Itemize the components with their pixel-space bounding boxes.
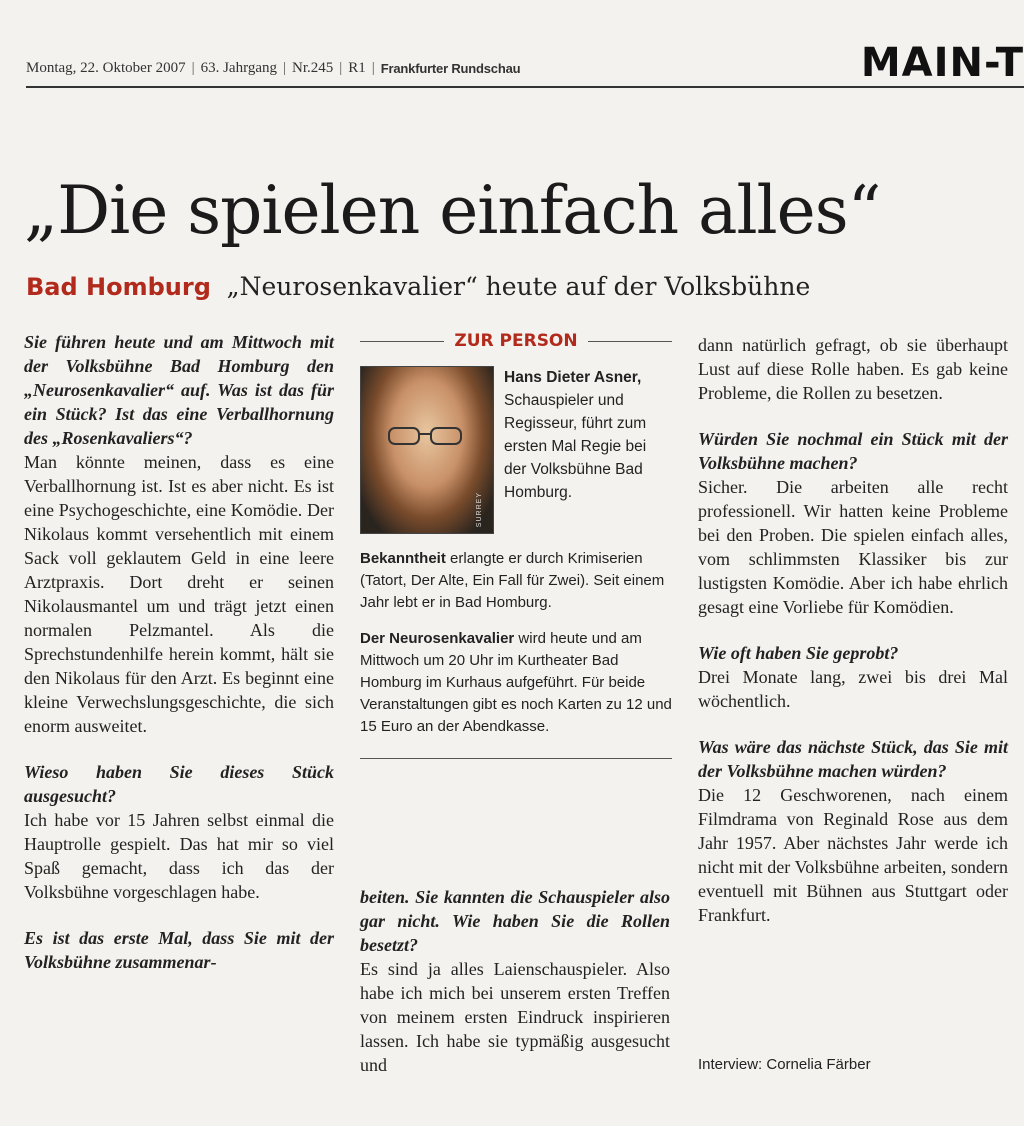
- separator: |: [339, 60, 343, 76]
- divider: [588, 341, 672, 342]
- subheadline: [26, 270, 810, 302]
- answer: Drei Monate lang, zwei bis drei Mal wöchentlich.: [698, 667, 1008, 711]
- byline: Interview: Cornelia Färber: [698, 1056, 871, 1073]
- question: Würden Sie nochmal ein Stück mit der Volksbühne machen?: [698, 429, 1008, 473]
- glasses-icon: [387, 425, 463, 447]
- separator: |: [282, 60, 286, 76]
- issue-number: Nr.245: [292, 60, 334, 76]
- column-1: [24, 330, 334, 974]
- question: Wieso haben Sie dieses Stück ausgesucht?: [24, 762, 334, 806]
- masthead: [26, 60, 520, 77]
- question: beiten. Sie kannten die Schauspieler also gar nicht. Wie haben Sie die Rollen besetzt?: [360, 887, 670, 955]
- issue-date: Montag, 22. Oktober 2007: [26, 60, 186, 76]
- info-heading-label: ZUR PERSON: [454, 331, 578, 351]
- question: Wie oft haben Sie geprobt?: [698, 643, 899, 663]
- divider: [360, 341, 444, 342]
- show-text: wird heute und am Mittwoch um 20 Uhr im Kurtheater Bad Homburg im Kurhaus aufgeführt. Für beide Veranstaltungen gibt es noch Karten zu 12 und 15 Euro an der Abendkasse.: [360, 630, 672, 735]
- issue-edition: R1: [348, 60, 366, 76]
- info-box: [360, 330, 672, 759]
- question: Es ist das erste Mal, dass Sie mit der Volksbühne zusammenar-: [24, 928, 334, 972]
- newspaper-name: Frankfurter Rundschau: [380, 61, 521, 76]
- info-body: [360, 366, 672, 534]
- answer: Ich habe vor 15 Jahren selbst einmal die Hauptrolle gespielt. Das hat mir so viel Spaß gemacht, dass ich das der Volksbühne vorgeschlagen habe.: [24, 810, 334, 902]
- show-lead: Der Neurosenkavalier: [360, 630, 515, 647]
- separator: |: [371, 60, 375, 76]
- answer: dann natürlich gefragt, ob sie überhaupt Lust auf diese Rolle haben. Es gab keine Probleme, die Rollen zu besetzen.: [698, 335, 1008, 403]
- question: Was wäre das nächste Stück, das Sie mit der Volksbühne machen würden?: [698, 737, 1008, 781]
- section-title: MAIN-T: [860, 40, 1024, 86]
- bio: [504, 366, 672, 534]
- question: Sie führen heute und am Mittwoch mit der Volksbühne Bad Homburg den „Neurosenkavalier“ auf. Was ist das für ein Stück? Ist das eine Verballhornung des „Rosenkavaliers“?: [24, 332, 334, 448]
- bio-text: Schauspieler und Regisseur, führt zum ersten Mal Regie bei der Volksbühne Bad Homburg.: [504, 392, 647, 501]
- person-name: Hans Dieter Asner,: [504, 369, 642, 386]
- separator: |: [191, 60, 195, 76]
- kicker: Bad Homburg: [26, 273, 211, 301]
- answer: Die 12 Geschworenen, nach einem Filmdrama von Reginald Rose aus dem Jahr 1957. Aber nächstes Jahr werde ich nicht mit der Volksbühne arbeiten, sondern eventuell mit Bühnen aus Stuttgart oder Frankfurt.: [698, 785, 1008, 925]
- deck: „Neurosenkavalier“ heute auf der Volksbühne: [226, 272, 811, 301]
- photo-credit: SURREY: [476, 491, 483, 527]
- fame-text: erlangte er durch Krimiserien (Tatort, Der Alte, Ein Fall für Zwei). Seit einem Jahr lebt er in Bad Homburg.: [360, 550, 665, 611]
- column-3: [698, 333, 1008, 927]
- column-2: [360, 885, 670, 1077]
- answer: Sicher. Die arbeiten alle recht professionell. Wir hatten keine Probleme bei den Proben. Die spielen einfach alles, vom schlimmsten Klassiker bis zur lustigsten Komödie. Aber ich habe ehrlich gesagt eine Vorliebe für Komödien.: [698, 477, 1008, 617]
- answer: Man könnte meinen, dass es eine Verballhornung ist. Ist es aber nicht. Es ist eine Psychogeschichte, eine Komödie. Der Nikolaus kommt versehentlich mit einem Sack voll geklautem Geld in eine leere Arztpraxis. Dort dreht er seinen Nikolausmantel um und trägt jetzt einen normalen Pelzmantel. Als die Sprechstundenhilfe herein kommt, hält sie den Nikolaus für den Arzt. Es beginnt eine kleine Verwechslungsgeschichte, die sich enorm ausweitet.: [24, 452, 334, 736]
- fame-paragraph: [360, 548, 672, 614]
- portrait-photo: [360, 366, 494, 534]
- answer: Es sind ja alles Laienschauspieler. Also habe ich mich bei unserem ersten Treffen von meinem ersten Eindruck inspirieren lassen. Ich habe sie typmäßig ausgesucht und: [360, 959, 670, 1075]
- header-rule: [26, 86, 1024, 88]
- fame-lead: Bekanntheit: [360, 550, 446, 567]
- info-heading: [360, 330, 672, 352]
- issue-volume: 63. Jahrgang: [200, 60, 277, 76]
- headline: „Die spielen einfach alles“: [24, 172, 881, 249]
- show-paragraph: [360, 628, 672, 738]
- info-bottom-rule: [360, 758, 672, 759]
